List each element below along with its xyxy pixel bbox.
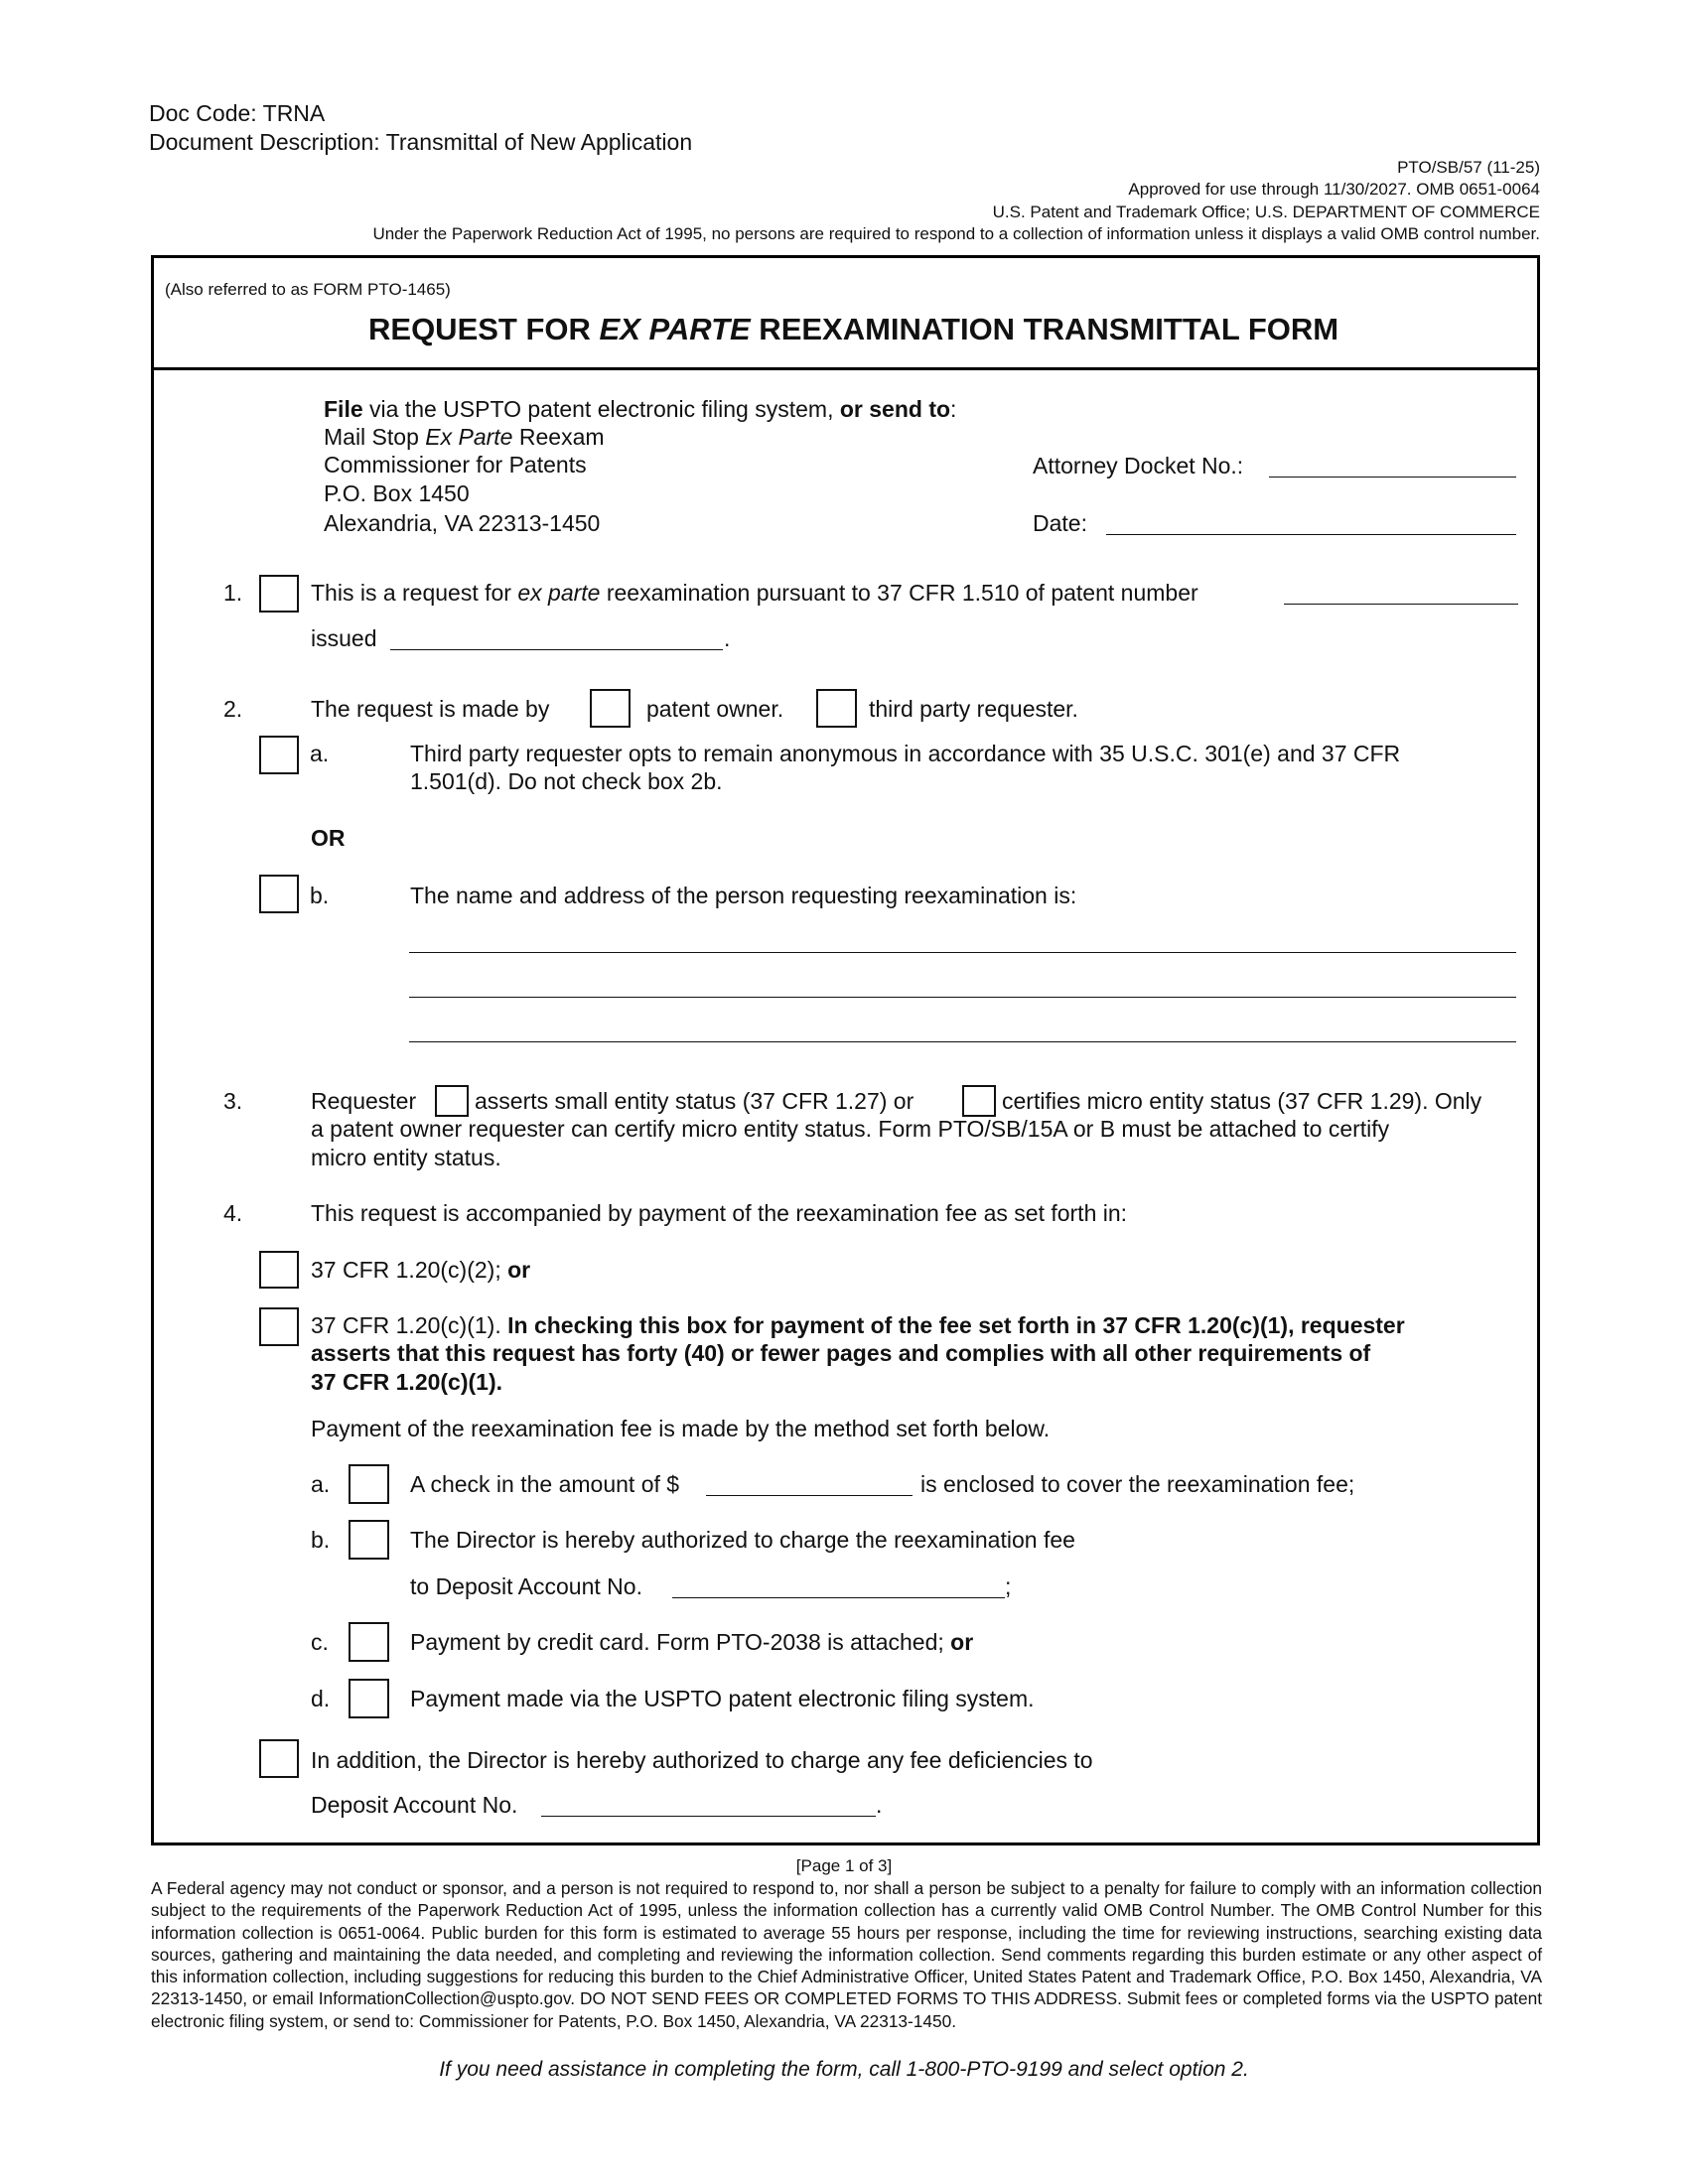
fee-c1-text: 37 CFR 1.20(c)(1). [311,1312,508,1338]
deficiency-account-field[interactable] [541,1816,876,1817]
patent-number-field[interactable] [1284,604,1518,605]
form-number: PTO/SB/57 (11-25) [1397,158,1540,177]
checkbox-fee-c2[interactable] [259,1251,299,1289]
checkbox-2b[interactable] [259,875,299,913]
file-instructions [324,395,956,423]
page-number: [Page 1 of 3] [795,1856,893,1875]
option-a-label: a. [311,1471,331,1497]
mail-stop-post: Reexam [512,424,605,450]
checkbox-patent-owner[interactable] [590,689,631,728]
item-number: 4. [223,1200,243,1226]
checkbox-deposit-account[interactable] [349,1520,389,1560]
electronic-payment-text: Payment made via the USPTO patent electronic filing system. [410,1686,1035,1711]
checkbox-credit-card[interactable] [349,1622,389,1662]
burden-statement: A Federal agency may not conduct or sponsor, and a person is not required to respond to, nor shall a person be subject to a penalty for failure to comply with an information collection subject to the requirements of the Paperwork Reduction Act of 1995, unless the information collection has a currently valid OMB Control Number. The OMB Control Number for this information collection is 0651-0064. Public burden for this form is estimated to average 55 hours per response, including the time for reviewing instructions, searching existing data sources, gathering and maintaining the data needed, and completing and reviewing the information collection. Send comments regarding this burden estimate or any other aspect of this information collection, including suggestions for reducing this burden to the Chief Administrative Officer, United States Patent and Trademark Office, P.O. Box 1450, Alexandria, VA 22313-1450, or email InformationCollection@uspto.gov. DO NOT SEND FEES OR COMPLETED FORMS TO THIS ADDRESS. Submit fees or completed forms via the USPTO patent electronic filing system, or send to: Commissioner for Patents, P.O. Box 1450, Alexandria, VA 22313-1450. [151,1878,1542,2031]
item1-italic: ex parte [517,580,601,606]
item-number: 3. [223,1088,243,1114]
form-aka: (Also referred to as FORM PTO-1465) [165,280,451,299]
checkbox-fee-deficiencies[interactable] [259,1739,299,1778]
item2b-label: b. [310,883,330,908]
semicolon: ; [1005,1573,1012,1599]
or-send-to: or send to [839,396,951,422]
item-number: 2. [223,696,243,722]
title-divider [151,367,1540,370]
fee-c1-bold: In checking this box for payment of the fee set forth in 37 CFR 1.20(c)(1), requester [507,1312,1405,1338]
fee-c2-text: 37 CFR 1.20(c)(2); [311,1257,508,1283]
colon: : [950,396,957,422]
docket-label: Attorney Docket No.: [1033,453,1244,478]
or-bold: or [950,1629,974,1655]
deposit-authorize-text: The Director is hereby authorized to charge the reexamination fee [410,1527,1075,1553]
doc-description: Document Description: Transmittal of New Application [149,129,693,155]
option-d-label: d. [311,1686,331,1711]
third-party-label: third party requester. [869,696,1078,722]
requester-address-line[interactable] [409,952,1516,953]
item1-text [311,579,1198,607]
file-bold: File [324,396,363,422]
fee-c1-line2: asserts that this request has forty (40) or fewer pages and complies with all other requirements of [311,1340,1371,1366]
item2a-label: a. [310,741,330,766]
item4-lead: This request is accompanied by payment of the reexamination fee as set forth in: [311,1200,1128,1226]
title-italic: EX PARTE [599,312,751,346]
or-label: OR [311,825,346,851]
checkbox-fee-c1[interactable] [259,1307,299,1346]
address-line: Commissioner for Patents [324,452,587,478]
form-title [368,311,1338,348]
fee-c2-label [311,1256,530,1284]
address-line: P.O. Box 1450 [324,480,470,506]
or-bold: or [507,1257,531,1283]
file-text: via the USPTO patent electronic filing system, [362,396,840,422]
mail-stop-italic: Ex Parte [425,424,513,450]
fee-c1-line3: 37 CFR 1.20(c)(1). [311,1369,503,1395]
item-number: 1. [223,580,243,606]
item2a-line1: Third party requester opts to remain anonymous in accordance with 35 U.S.C. 301(e) and 37 CFR [410,741,1401,766]
mail-stop-pre: Mail Stop [324,424,426,450]
requester-address-line[interactable] [409,1041,1516,1042]
docket-field[interactable] [1269,477,1516,478]
item2b-text: The name and address of the person requesting reexamination is: [410,883,1077,908]
credit-card-text [410,1628,973,1656]
issued-date-field[interactable] [390,649,723,650]
deficiency-account-label: Deposit Account No. [311,1792,518,1818]
check-enclosed-text: is enclosed to cover the reexamination fee; [920,1471,1355,1497]
doc-code: Doc Code: TRNA [149,100,326,126]
check-amount-label: A check in the amount of $ [410,1471,680,1497]
item3-line3: micro entity status. [311,1145,501,1170]
item2a-line2: 1.501(d). Do not check box 2b. [410,768,723,794]
fee-deficiencies-text: In addition, the Director is hereby authorized to charge any fee deficiencies to [311,1747,1093,1773]
title-post: REEXAMINATION TRANSMITTAL FORM [750,312,1339,346]
credit-card-label: Payment by credit card. Form PTO-2038 is attached; [410,1629,951,1655]
mail-stop [324,423,605,451]
checkbox-small-entity[interactable] [435,1085,469,1117]
date-label: Date: [1033,510,1087,536]
check-amount-field[interactable] [706,1495,913,1496]
paperwork-notice: Under the Paperwork Reduction Act of 1995, no persons are required to respond to a collection of information unless it displays a valid OMB control number. [372,224,1540,243]
small-entity-label: asserts small entity status (37 CFR 1.27) or [475,1088,914,1114]
checkbox-request[interactable] [259,575,299,613]
deposit-account-field[interactable] [672,1597,1005,1598]
request-made-by: The request is made by [311,696,550,722]
agency-text: U.S. Patent and Trademark Office; U.S. DEPARTMENT OF COMMERCE [992,203,1540,221]
checkbox-check-payment[interactable] [349,1464,389,1504]
micro-entity-label: certifies micro entity status (37 CFR 1.29). Only [1002,1088,1482,1114]
date-field[interactable] [1106,534,1516,535]
patent-owner-label: patent owner. [646,696,784,722]
payment-method-lead: Payment of the reexamination fee is made by the method set forth below. [311,1416,1051,1441]
requester-address-line[interactable] [409,997,1516,998]
option-b-label: b. [311,1527,331,1553]
checkbox-micro-entity[interactable] [962,1085,996,1117]
deposit-account-label: to Deposit Account No. [410,1573,642,1599]
item1-pre: This is a request for [311,580,518,606]
checkbox-2a[interactable] [259,736,299,774]
fee-c1-line1 [311,1311,1405,1339]
approval-text: Approved for use through 11/30/2027. OMB 0651-0064 [1128,180,1540,199]
assistance-text: If you need assistance in completing the form, call 1-800-PTO-9199 and select option 2. [439,2058,1249,2081]
option-c-label: c. [311,1629,329,1655]
period: . [724,625,731,651]
requester-label: Requester [311,1088,417,1114]
address-line: Alexandria, VA 22313-1450 [324,510,601,536]
checkbox-third-party[interactable] [816,689,857,728]
issued-label: issued [311,625,377,651]
period: . [876,1792,883,1818]
item3-line2: a patent owner requester can certify micro entity status. Form PTO/SB/15A or B must be attached to certify [311,1116,1390,1142]
title-pre: REQUEST FOR [368,312,600,346]
checkbox-electronic-payment[interactable] [349,1679,389,1718]
item1-post: reexamination pursuant to 37 CFR 1.510 of patent number [600,580,1198,606]
